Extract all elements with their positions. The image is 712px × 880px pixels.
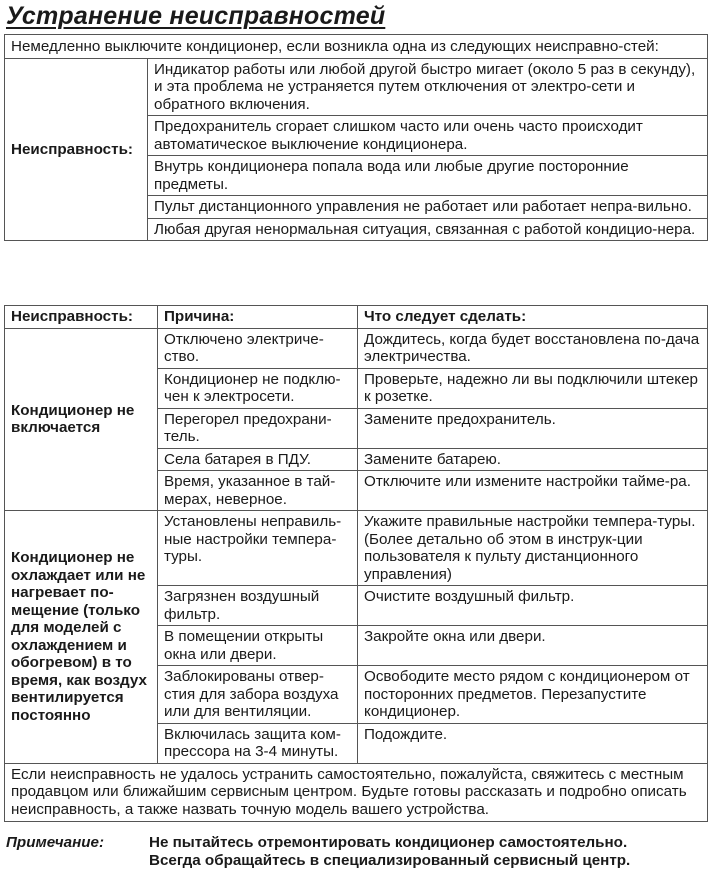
- action-cell: Подождите.: [358, 723, 708, 763]
- action-cell: Проверьте, надежно ли вы подключили штекер к розетке.: [358, 368, 708, 408]
- malfunction-item: Индикатор работы или любой другой быстро мигает (около 5 раз в секунду), и эта проблема не устраняется путем отключения от электро-сети и обратного включения.: [148, 58, 708, 116]
- troubleshooting-table: [4, 305, 708, 822]
- cause-cell: В помещении открыты окна или двери.: [158, 626, 358, 666]
- page-title: Устранение неисправностей: [6, 2, 386, 30]
- header-row: [5, 306, 708, 329]
- note-line: Не пытайтесь отремонтировать кондиционер самостоятельно.: [149, 834, 628, 851]
- action-cell: Замените батарею.: [358, 448, 708, 471]
- intro-text: Немедленно выключите кондиционер, если возникла одна из следующих неисправно-стей:: [5, 35, 708, 59]
- problem-cell: Кондиционер не включается: [5, 328, 158, 511]
- action-cell: Освободите место рядом с кондиционером от посторонних предметов. Перезапустите кондиционер.: [358, 666, 708, 724]
- intro-row: [5, 35, 708, 59]
- cause-cell: Отключено электриче-ство.: [158, 328, 358, 368]
- malfunction-label: Неисправность:: [5, 58, 148, 241]
- table-row: [5, 511, 708, 586]
- note-line: Всегда обращайтесь в специализированный сервисный центр.: [149, 852, 631, 869]
- action-cell: Укажите правильные настройки темпера-туры. (Более детально об этом в инструк-ции пользователя к пульту дистанционного управления): [358, 511, 708, 586]
- malfunction-item: Любая другая ненормальная ситуация, связанная с работой кондицио-нера.: [148, 218, 708, 241]
- cause-cell: Кондиционер не подклю-чен к электросети.: [158, 368, 358, 408]
- cause-cell: Перегорел предохрани-тель.: [158, 408, 358, 448]
- malfunction-item: Внутрь кондиционера попала вода или любые другие посторонние предметы.: [148, 156, 708, 196]
- contact-service-text: Если неисправность не удалось устранить самостоятельно, пожалуйста, свяжитесь с местным продавцом или ближайшим сервисным центром. Будьте готовы рассказать и подробно описать неисправность, а также назвать точную модель вашего устройства.: [5, 763, 708, 822]
- action-cell: Закройте окна или двери.: [358, 626, 708, 666]
- cause-cell: Загрязнен воздушный фильтр.: [158, 586, 358, 626]
- note-text: [149, 834, 630, 870]
- action-cell: Дождитесь, когда будет восстановлена по-дача электричества.: [358, 328, 708, 368]
- cause-cell: Включилась защита ком-прессора на 3-4 минуты.: [158, 723, 358, 763]
- malfunction-item: Предохранитель сгорает слишком часто или очень часто происходит автоматическое выключение кондиционера.: [148, 116, 708, 156]
- header-cause: Причина:: [158, 306, 358, 329]
- cause-cell: Время, указанное в тай-мерах, неверное.: [158, 471, 358, 511]
- action-cell: Очистите воздушный фильтр.: [358, 586, 708, 626]
- note-label: Примечание:: [6, 834, 105, 851]
- action-cell: Отключите или измените настройки тайме-ра.: [358, 471, 708, 511]
- cause-cell: Заблокированы отвер-стия для забора воздуха или для вентиляции.: [158, 666, 358, 724]
- table-row: [5, 58, 708, 116]
- footer-row: [5, 763, 708, 822]
- cause-cell: Установлены неправиль-ные настройки темпера-туры.: [158, 511, 358, 586]
- header-action: Что следует сделать:: [358, 306, 708, 329]
- table-row: [5, 328, 708, 368]
- problem-cell: Кондиционер не охлаждает или не нагревает по-мещение (только для моделей с охлаждением и обогревом) в то время, как воздух вентилируется постоянно: [5, 511, 158, 764]
- cause-cell: Села батарея в ПДУ.: [158, 448, 358, 471]
- malfunction-item: Пульт дистанционного управления не работает или работает непра-вильно.: [148, 196, 708, 219]
- action-cell: Замените предохранитель.: [358, 408, 708, 448]
- header-problem: Неисправность:: [5, 306, 158, 329]
- immediate-shutdown-table: [4, 34, 708, 241]
